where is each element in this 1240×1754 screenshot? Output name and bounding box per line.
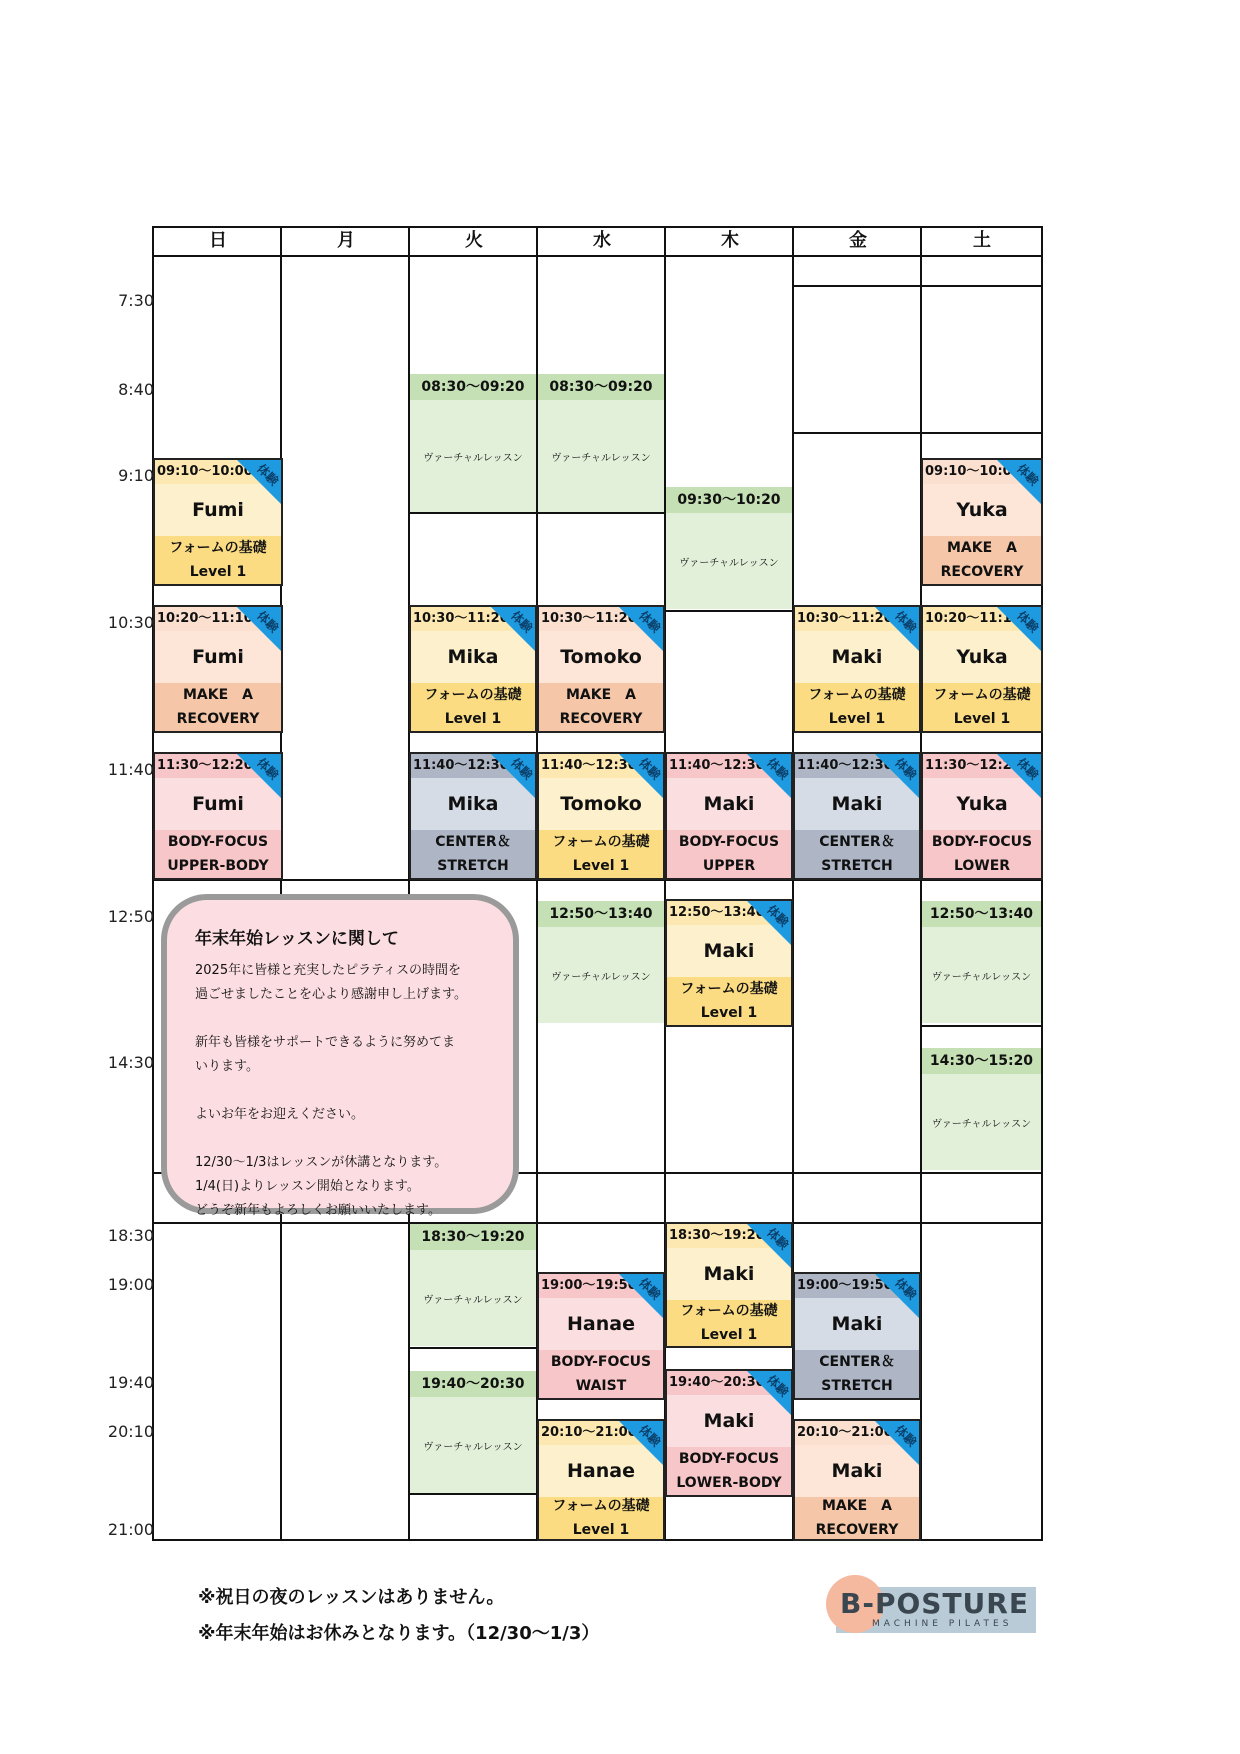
lesson-type-line: フォームの基礎 — [552, 1498, 650, 1514]
lesson-card[interactable] — [921, 752, 1043, 880]
trial-badge-label: 体験 — [254, 608, 282, 636]
time-label: 18:30 — [107, 1226, 154, 1245]
virtual-lesson-label: ヴァーチャルレッスン — [423, 1294, 523, 1306]
trial-badge-label: 体験 — [764, 1225, 792, 1253]
lesson-type-line: フォームの基礎 — [169, 540, 267, 556]
lesson-time: 18:30〜19:20 — [410, 1224, 536, 1250]
lesson-card[interactable] — [537, 752, 665, 880]
lesson-time: 10:30〜11:20 — [539, 607, 663, 631]
instructor-name: Maki — [667, 778, 791, 830]
lesson-card[interactable] — [793, 1272, 921, 1400]
virtual-lesson[interactable] — [410, 374, 536, 512]
lesson-time: 10:20〜11:10 — [923, 607, 1041, 631]
lesson-time: 20:10〜21:00 — [795, 1421, 919, 1445]
lesson-type-line: Level 1 — [828, 711, 886, 727]
lesson-time: 10:20〜11:10 — [155, 607, 281, 631]
day-header-wed: 水 — [593, 230, 611, 251]
lesson-type — [923, 830, 1041, 878]
lesson-type-line: BODY-FOCUS — [167, 834, 269, 850]
day-header-tue: 火 — [465, 230, 483, 251]
virtual-lesson-label: ヴァーチャルレッスン — [931, 971, 1032, 983]
lesson-type — [795, 830, 919, 878]
lesson-type-line: Level 1 — [444, 711, 502, 727]
lesson-type-line: RECOVERY — [815, 1522, 899, 1538]
lesson-card[interactable] — [409, 752, 537, 880]
lesson-time: 11:40〜12:30 — [411, 754, 535, 778]
notice-line — [195, 1079, 495, 1103]
lesson-time: 20:10〜21:00 — [539, 1421, 663, 1445]
lesson-time: 19:40〜20:30 — [667, 1371, 791, 1395]
lesson-type — [539, 1350, 663, 1398]
lesson-time: 18:30〜19:20 — [667, 1224, 791, 1248]
lesson-time: 19:00〜19:50 — [539, 1274, 663, 1298]
lesson-type-line: BODY-FOCUS — [678, 1451, 780, 1467]
time-label: 9:10 — [118, 466, 154, 485]
lesson-card[interactable] — [153, 605, 283, 733]
trial-badge-label: 体験 — [508, 608, 536, 636]
lesson-time: 08:30〜09:20 — [410, 374, 536, 400]
lesson-type — [155, 830, 281, 878]
lesson-time: 08:30〜09:20 — [538, 374, 664, 400]
lesson-type — [411, 830, 535, 878]
footer-note: ※年末年始はお休みとなります。（12/30〜1/3） — [198, 1623, 600, 1644]
lesson-type-line: UPPER — [702, 858, 756, 874]
logo-main-text: B-POSTURE — [840, 1587, 1029, 1620]
lesson-time: 09:10〜10:00 — [923, 460, 1041, 484]
lesson-card[interactable] — [793, 1419, 921, 1541]
time-label: 8:40 — [118, 380, 154, 399]
lesson-type-line: CENTER＆ — [819, 1354, 895, 1370]
lesson-time: 12:50〜13:40 — [922, 901, 1041, 927]
lesson-card[interactable] — [537, 605, 665, 733]
instructor-name: Hanae — [539, 1445, 663, 1497]
lesson-type-line: BODY-FOCUS — [550, 1354, 652, 1370]
lesson-type — [667, 1300, 791, 1346]
lesson-card[interactable] — [665, 752, 793, 880]
lesson-card[interactable] — [793, 752, 921, 880]
grid-row-line — [408, 512, 664, 514]
trial-badge-label: 体験 — [636, 1275, 664, 1303]
footer-note: ※祝日の夜のレッスンはありません。 — [198, 1587, 505, 1608]
lesson-type-line: Level 1 — [572, 1522, 630, 1538]
notice-title: 年末年始レッスンに関して — [195, 929, 399, 949]
lesson-time: 14:30〜15:20 — [922, 1048, 1041, 1074]
lesson-type — [795, 1350, 919, 1398]
trial-badge-label: 体験 — [636, 1422, 664, 1450]
instructor-name: Fumi — [155, 631, 281, 683]
lesson-type — [667, 1447, 791, 1495]
lesson-type-line: BODY-FOCUS — [931, 834, 1033, 850]
virtual-lesson-label: ヴァーチャルレッスン — [551, 452, 651, 464]
instructor-name: Maki — [795, 778, 919, 830]
lesson-card[interactable] — [921, 458, 1043, 586]
lesson-card[interactable] — [665, 1222, 793, 1348]
instructor-name: Mika — [411, 778, 535, 830]
instructor-name: Fumi — [155, 778, 281, 830]
lesson-type-line: STRETCH — [437, 858, 509, 874]
lesson-type — [795, 683, 919, 731]
grid-row-line — [664, 610, 792, 612]
lesson-time: 12:50〜13:40 — [538, 901, 664, 927]
day-header-sat: 土 — [973, 230, 991, 251]
day-header-sun: 日 — [209, 230, 227, 251]
lesson-type-line: MAKE A — [946, 540, 1017, 556]
lesson-time: 10:30〜11:20 — [411, 607, 535, 631]
lesson-time: 11:30〜12:20 — [155, 754, 281, 778]
lesson-type — [923, 683, 1041, 731]
notice-line: 12/30〜1/3はレッスンが休講となります。 — [195, 1155, 448, 1170]
lesson-type-line: Level 1 — [572, 858, 630, 874]
virtual-lesson-label: ヴァーチャルレッスン — [423, 1441, 523, 1453]
lesson-type-line: RECOVERY — [559, 711, 643, 727]
lesson-time: 11:30〜12:20 — [923, 754, 1041, 778]
virtual-lesson-label: ヴァーチャルレッスン — [423, 452, 523, 464]
footer-notes — [198, 1580, 599, 1652]
grid-row-line — [408, 1347, 536, 1349]
notice-line: よいお年をお迎えください。 — [195, 1107, 365, 1122]
time-label: 19:00 — [107, 1275, 154, 1294]
lesson-time: 09:10〜10:00 — [155, 460, 281, 484]
lesson-type-line: RECOVERY — [940, 564, 1024, 580]
instructor-name: Yuka — [923, 778, 1041, 830]
lesson-card[interactable] — [409, 605, 537, 733]
lesson-type-line: CENTER＆ — [435, 834, 511, 850]
lesson-type-line: STRETCH — [821, 858, 893, 874]
lesson-type — [539, 1497, 663, 1539]
lesson-card[interactable] — [665, 899, 793, 1027]
lesson-type-line: LOWER — [953, 858, 1011, 874]
instructor-name: Maki — [667, 925, 791, 977]
lesson-type-line: LOWER-BODY — [676, 1475, 782, 1491]
lesson-card[interactable] — [665, 1369, 793, 1497]
lesson-type — [155, 536, 281, 584]
virtual-lesson[interactable] — [922, 901, 1041, 1023]
notice-line: いります。 — [195, 1059, 259, 1074]
instructor-name: Tomoko — [539, 631, 663, 683]
lesson-time: 11:40〜12:30 — [539, 754, 663, 778]
virtual-lesson-label: ヴァーチャルレッスン — [931, 1118, 1032, 1130]
notice-line — [195, 1007, 495, 1031]
lesson-time: 19:00〜19:50 — [795, 1274, 919, 1298]
lesson-type-line: STRETCH — [821, 1378, 893, 1394]
virtual-lesson[interactable] — [410, 1224, 536, 1346]
trial-badge-label: 体験 — [764, 755, 792, 783]
grid-row-line — [920, 1025, 1042, 1027]
lesson-type-line: MAKE A — [182, 687, 253, 703]
lesson-type-line: Level 1 — [189, 564, 247, 580]
time-label: 21:00 — [107, 1520, 154, 1539]
logo-sub-text: MACHINE PILATES — [872, 1619, 1013, 1629]
year-end-notice — [161, 894, 519, 1218]
trial-badge-label: 体験 — [764, 1372, 792, 1400]
instructor-name: Yuka — [923, 631, 1041, 683]
virtual-lesson[interactable] — [538, 374, 664, 512]
lesson-type-line: MAKE A — [565, 687, 636, 703]
grid-col-line — [1041, 226, 1043, 1541]
trial-badge-label: 体験 — [892, 755, 920, 783]
trial-badge-label: 体験 — [764, 902, 792, 930]
time-label: 7:30 — [118, 291, 154, 310]
day-header-fri: 金 — [849, 230, 867, 251]
instructor-name: Hanae — [539, 1298, 663, 1350]
instructor-name: Mika — [411, 631, 535, 683]
grid-row-line — [792, 432, 1042, 434]
trial-badge-label: 体験 — [254, 755, 282, 783]
lesson-type — [539, 683, 663, 731]
notice-line: 新年も皆様をサポートできるように努めてま — [195, 1035, 456, 1050]
time-label: 11:40 — [107, 760, 154, 779]
instructor-name: Maki — [667, 1395, 791, 1447]
instructor-name: Yuka — [923, 484, 1041, 536]
lesson-type — [923, 536, 1041, 584]
lesson-time: 19:40〜20:30 — [410, 1371, 536, 1397]
lesson-type-line: Level 1 — [953, 711, 1011, 727]
lesson-type-line: WAIST — [575, 1378, 627, 1394]
notice-line: 1/4(日)よりレッスン開始となります。 — [195, 1179, 420, 1194]
time-label: 19:40 — [107, 1373, 154, 1392]
time-label: 14:30 — [107, 1053, 154, 1072]
lesson-type — [667, 830, 791, 878]
lesson-card[interactable] — [921, 605, 1043, 733]
notice-line: 2025年に皆様と充実したピラティスの時間を — [195, 963, 462, 978]
lesson-type-line: Level 1 — [700, 1327, 758, 1343]
instructor-name: Maki — [795, 631, 919, 683]
instructor-name: Fumi — [155, 484, 281, 536]
time-label: 12:50 — [107, 907, 154, 926]
virtual-lesson[interactable] — [666, 487, 792, 609]
lesson-type — [155, 683, 281, 731]
lesson-time: 11:40〜12:30 — [795, 754, 919, 778]
lesson-type — [667, 977, 791, 1025]
lesson-type-line: フォームの基礎 — [808, 687, 906, 703]
trial-badge-label: 体験 — [508, 755, 536, 783]
lesson-type — [411, 683, 535, 731]
notice-line — [195, 1127, 495, 1151]
virtual-lesson[interactable] — [538, 901, 664, 1023]
virtual-lesson-label: ヴァーチャルレッスン — [679, 557, 779, 569]
lesson-type-line: フォームの基礎 — [933, 687, 1031, 703]
lesson-type-line: MAKE A — [821, 1498, 892, 1514]
lesson-type-line: BODY-FOCUS — [678, 834, 780, 850]
grid-col-line — [152, 226, 154, 1541]
lesson-card[interactable] — [537, 1272, 665, 1400]
lesson-card[interactable] — [537, 1419, 665, 1541]
lesson-time: 12:50〜13:40 — [667, 901, 791, 925]
lesson-card[interactable] — [153, 458, 283, 586]
brand-logo — [826, 1575, 1036, 1637]
lesson-time: 11:40〜12:30 — [667, 754, 791, 778]
day-header-mon: 月 — [337, 230, 355, 251]
lesson-time: 10:30〜11:20 — [795, 607, 919, 631]
lesson-type-line: フォームの基礎 — [552, 834, 650, 850]
trial-badge-label: 体験 — [1014, 608, 1042, 636]
lesson-type-line: CENTER＆ — [819, 834, 895, 850]
instructor-name: Maki — [795, 1445, 919, 1497]
notice-line: どうぞ新年もよろしくお願いいたします。 — [195, 1203, 441, 1218]
lesson-card[interactable] — [793, 605, 921, 733]
lesson-type-line: Level 1 — [700, 1005, 758, 1021]
lesson-type-line: フォームの基礎 — [424, 687, 522, 703]
virtual-lesson[interactable] — [410, 1371, 536, 1493]
instructor-name: Tomoko — [539, 778, 663, 830]
time-label: 20:10 — [107, 1422, 154, 1441]
time-label: 10:30 — [107, 613, 154, 632]
lesson-time: 09:30〜10:20 — [666, 487, 792, 513]
virtual-lesson-label: ヴァーチャルレッスン — [551, 971, 651, 983]
trial-badge-label: 体験 — [1014, 461, 1042, 489]
lesson-type-line: RECOVERY — [176, 711, 260, 727]
grid-row-line — [408, 1493, 536, 1495]
grid-row-line — [792, 285, 1042, 287]
trial-badge-label: 体験 — [636, 608, 664, 636]
lesson-type — [795, 1497, 919, 1539]
instructor-name: Maki — [795, 1298, 919, 1350]
trial-badge-label: 体験 — [892, 608, 920, 636]
lesson-type-line: UPPER-BODY — [167, 858, 269, 874]
trial-badge-label: 体験 — [636, 755, 664, 783]
lesson-type-line: フォームの基礎 — [680, 1303, 778, 1319]
instructor-name: Maki — [667, 1248, 791, 1300]
grid-col-line — [280, 226, 282, 1541]
trial-badge-label: 体験 — [892, 1275, 920, 1303]
day-header-thu: 木 — [721, 230, 739, 251]
trial-badge-label: 体験 — [1014, 755, 1042, 783]
trial-badge-label: 体験 — [892, 1422, 920, 1450]
virtual-lesson[interactable] — [922, 1048, 1041, 1170]
notice-line: 過ごせましたことを心より感謝申し上げます。 — [195, 987, 467, 1002]
trial-badge-label: 体験 — [254, 461, 282, 489]
lesson-type — [539, 830, 663, 878]
lesson-card[interactable] — [153, 752, 283, 880]
lesson-type-line: フォームの基礎 — [680, 981, 778, 997]
